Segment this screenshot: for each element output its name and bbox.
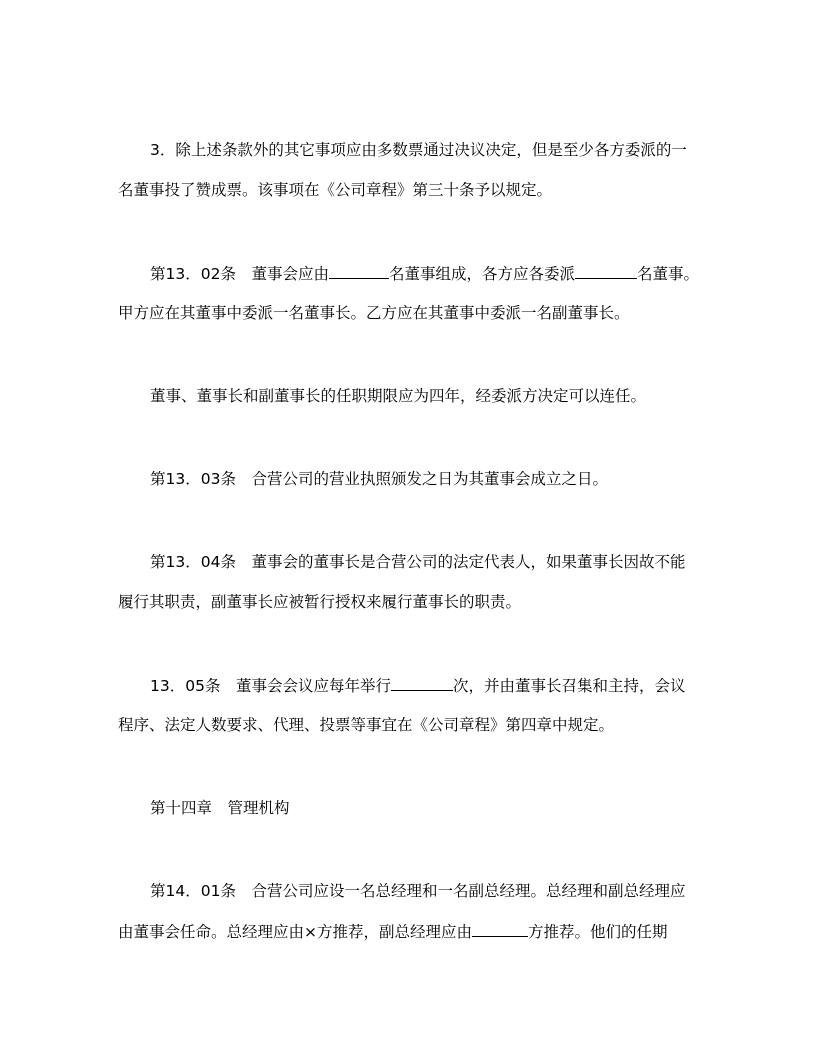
- article-13-03-line: 第13．03条 合营公司的营业执照颁发之日为其董事会成立之日。: [150, 470, 608, 488]
- text-segment: 第13．02条 董事会应由: [150, 265, 329, 283]
- text-segment: 次，并由董事长召集和主持，会议: [452, 677, 686, 695]
- paragraph-line: [118, 921, 708, 942]
- paragraph-line: 3．除上述条款外的其它事项应由多数票通过决议决定，但是至少各方委派的一: [150, 141, 687, 159]
- text-segment: 13．05条 董事会会议应每年举行: [150, 677, 391, 695]
- chapter-heading: 第十四章 管理机构: [150, 799, 290, 817]
- text-segment: 方推荐。他们的任期: [528, 923, 668, 941]
- article-14-01-line: 第14．01条 合营公司应设一名总经理和一名副总经理。总经理和副总经理应: [150, 882, 686, 900]
- paragraph-line: 程序、法定人数要求、代理、投票等事宜在《公司章程》第四章中规定。: [118, 716, 615, 734]
- fill-in-blank: [391, 675, 453, 691]
- text-segment: 名董事组成，各方应各委派: [388, 265, 575, 283]
- fill-in-blank: [472, 921, 528, 937]
- paragraph-line: 甲方应在其董事中委派一名董事长。乙方应在其董事中委派一名副董事长。: [118, 304, 630, 322]
- fill-in-blank: [329, 263, 389, 279]
- article-13-05-line: [150, 675, 708, 696]
- article-13-02-line: [150, 263, 708, 284]
- text-segment: 由董事会任命。总经理应由×方推荐，副总经理应由: [118, 923, 472, 941]
- fill-in-blank: [575, 263, 637, 279]
- paragraph-line: 名董事投了赞成票。该事项在《公司章程》第三十条予以规定。: [118, 181, 553, 199]
- paragraph-line: 董事、董事长和副董事长的任职期限应为四年，经委派方决定可以连任。: [150, 387, 647, 405]
- text-segment: 名董事。: [636, 265, 699, 283]
- article-13-04-line: 第13．04条 董事会的董事长是合营公司的法定代表人，如果董事长因故不能: [150, 553, 686, 571]
- paragraph-line: 履行其职责，副董事长应被暂行授权来履行董事长的职责。: [118, 593, 522, 611]
